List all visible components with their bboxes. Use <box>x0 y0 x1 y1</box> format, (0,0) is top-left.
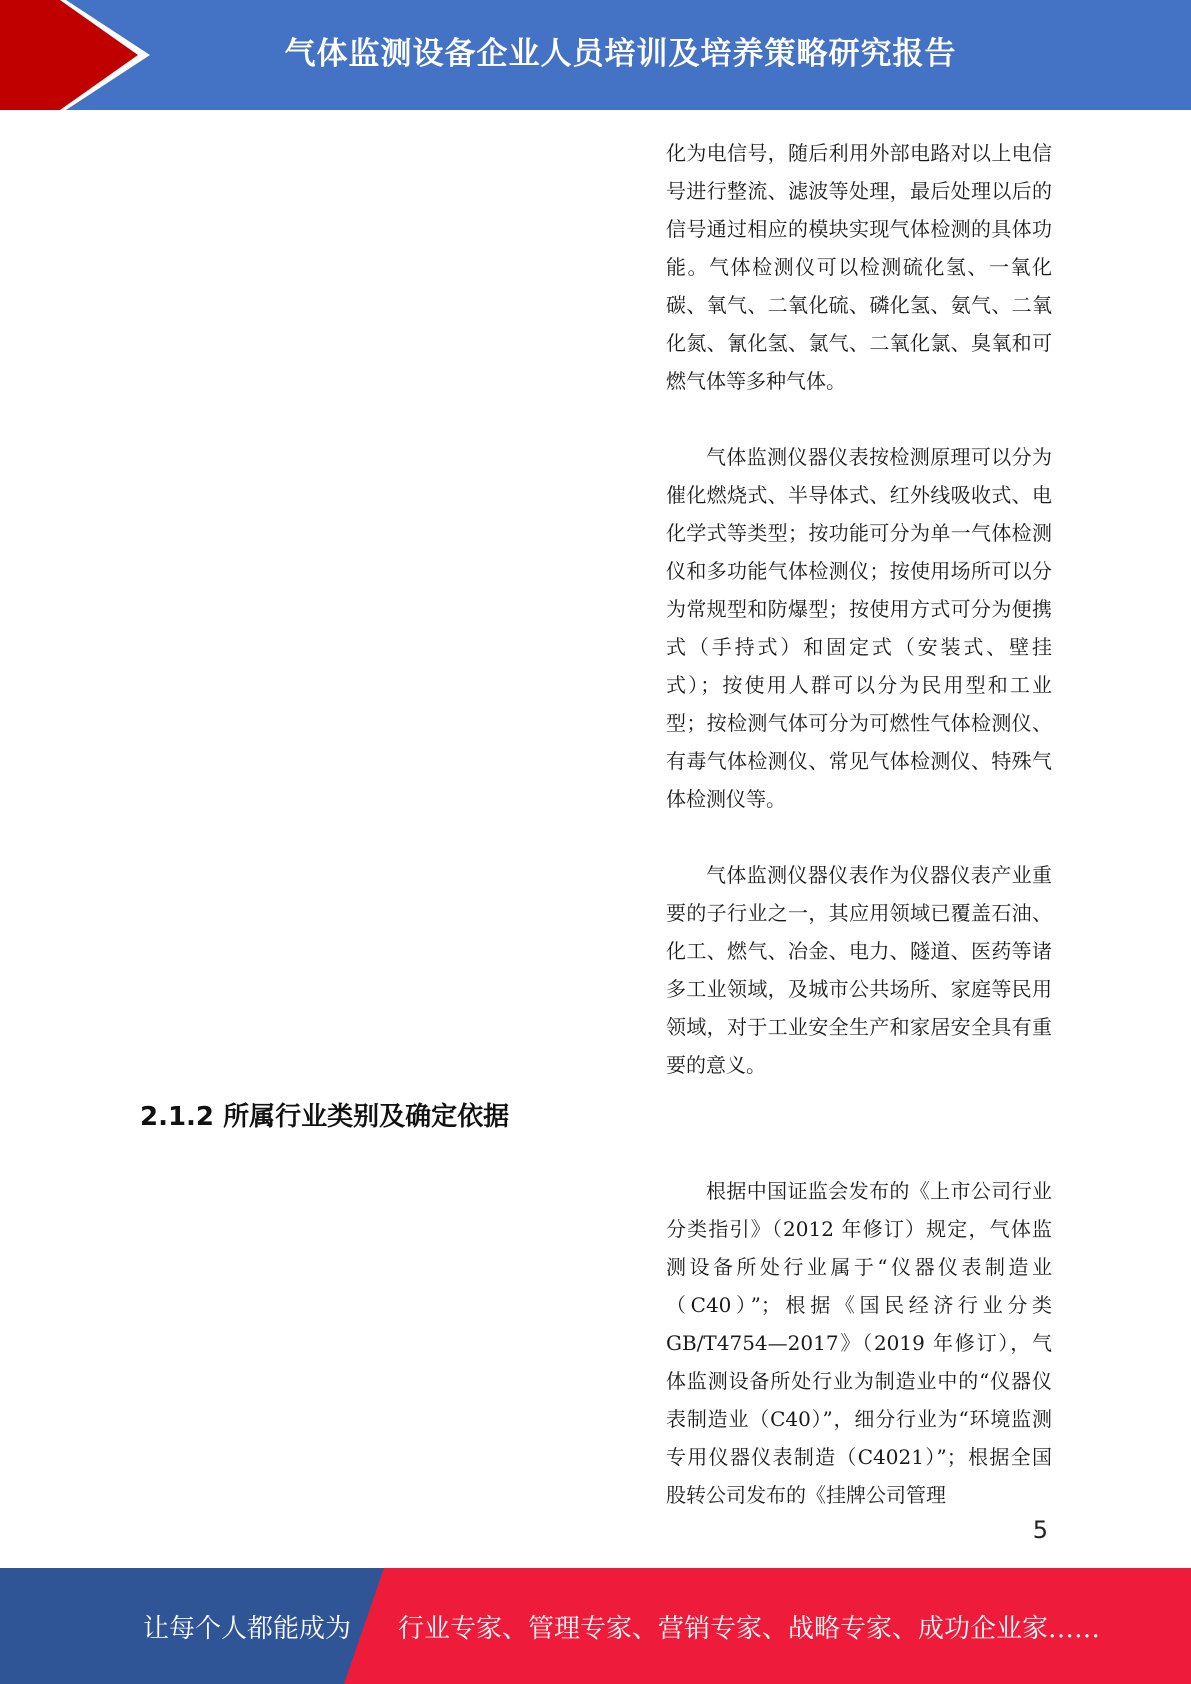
body-column-top <box>666 134 1052 1084</box>
paragraph-applications: 气体监测仪器仪表作为仪器仪表产业重要的子行业之一，其应用领域已覆盖石油、化工、燃气、冶金、电力、隧道、医药等诸多工业领域，及城市公共场所、家庭等民用领域，对于工业安全生产和家居安全具有重要的意义。 <box>666 863 1052 1077</box>
body-column-bottom <box>666 1172 1052 1514</box>
paragraph-continued: 化为电信号，随后利用外部电路对以上电信号进行整流、滤波等处理，最后处理以后的信号通过相应的模块实现气体检测的具体功能。气体检测仪可以检测硫化氢、一氧化碳、氧气、二氧化硫、磷化氢、氨气、二氧化氮、氰化氢、氯气、二氧化氯、臭氧和可燃气体等多种气体。 <box>666 141 1052 393</box>
header-arrow-icon <box>0 0 160 110</box>
header-title: 气体监测设备企业人员培训及培养策略研究报告 <box>284 35 957 72</box>
paragraph-detection-types: 气体监测仪器仪表按检测原理可以分为催化燃烧式、半导体式、红外线吸收式、电化学式等类型；按功能可分为单一气体检测仪和多功能气体检测仪；按使用场所可以分为常规型和防爆型；按使用方式可分为便携式（手持式）和固定式（安装式、壁挂式）；按使用人群可以分为民用型和工业型；按检测气体可分为可燃性气体检测仪、有毒气体检测仪、常见气体检测仪、特殊气体检测仪等。 <box>666 445 1052 811</box>
page-header <box>0 0 1191 110</box>
footer-slogan-left: 让每个人都能成为 <box>143 1613 352 1644</box>
paragraph-industry-classification: 根据中国证监会发布的《上市公司行业分类指引》（2012 年修订）规定，气体监测设备所处行业属于“仪器仪表制造业（C40）”；根据《国民经济行业分类 GB/T4754—2017》（2019 年修订），气体监测设备所处行业为制造业中的“仪器仪表制造业（C40）”，细分行业为“环境监测专用仪器仪表制造（C4021）”；根据全国股转公司发布的《挂牌公司管理 <box>666 1179 1052 1507</box>
page-number: 5 <box>1032 1516 1048 1544</box>
footer-slogan-right: 行业专家、管理专家、营销专家、战略专家、成功企业家…… <box>398 1613 1101 1644</box>
section-heading: 2.1.2 所属行业类别及确定依据 <box>140 1102 510 1132</box>
page-footer <box>0 1568 1191 1684</box>
